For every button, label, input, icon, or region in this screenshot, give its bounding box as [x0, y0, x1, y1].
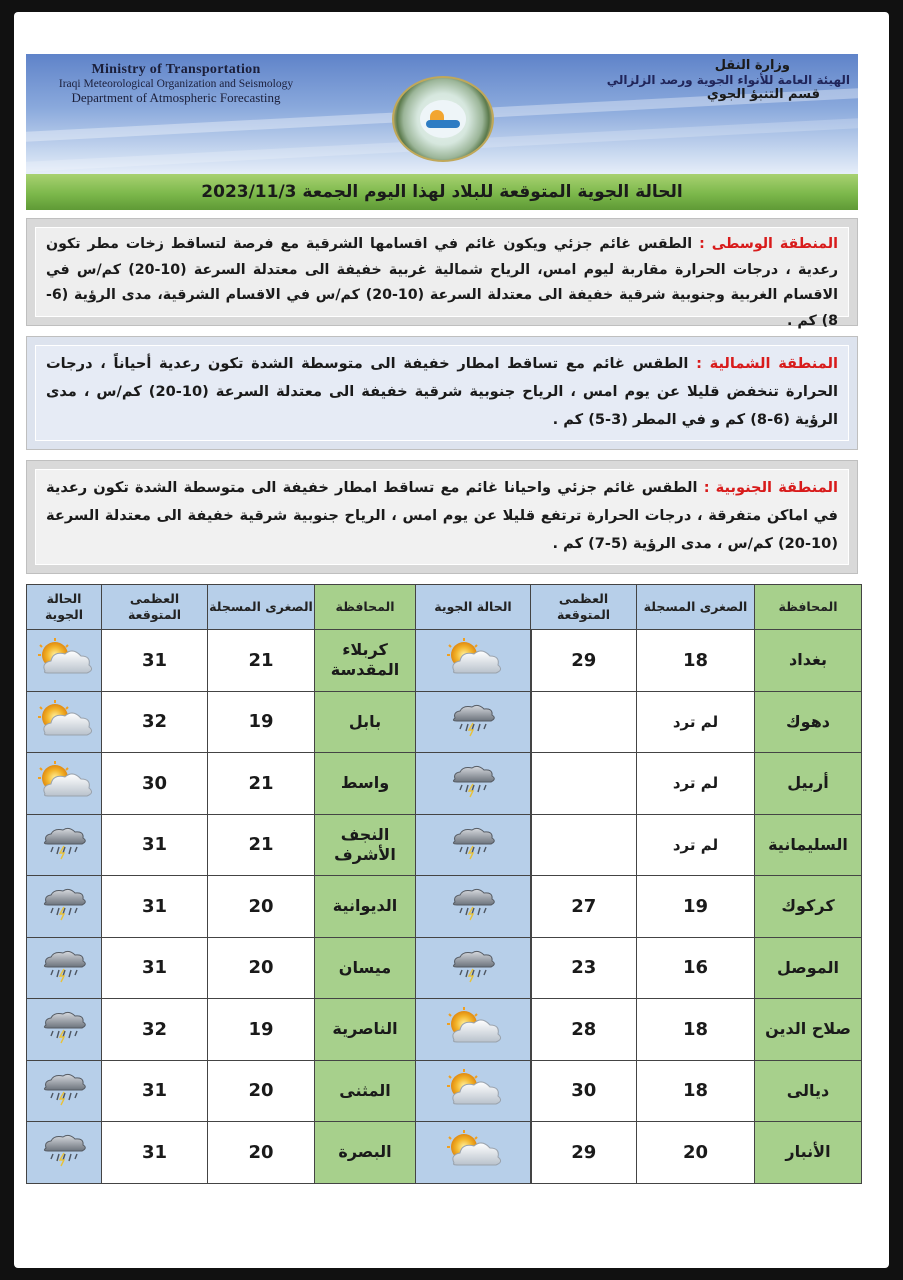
rain-cloud-icon: [38, 969, 90, 988]
rain-cloud-icon: [447, 846, 499, 865]
rain-cloud-icon: [447, 723, 499, 742]
min-temp-cell: 16: [637, 937, 755, 999]
min-temp-cell: 18: [637, 1060, 755, 1122]
english-header: [26, 62, 326, 106]
organization-logo: [392, 76, 494, 162]
max-temp-cell: 27: [531, 876, 637, 938]
region-north: [26, 336, 858, 450]
ministry-name-ar: وزارة النقل: [714, 58, 790, 73]
min-temp-cell: 19: [208, 999, 315, 1061]
condition-cell: [416, 1122, 531, 1184]
department-name-ar: قسم التنبؤ الجوي: [706, 87, 820, 102]
rain-cloud-icon: [38, 846, 90, 865]
min-temp-cell: 18: [637, 999, 755, 1061]
min-temp-cell: 20: [637, 1122, 755, 1184]
condition-cell: [416, 753, 531, 815]
min-temp-cell: 20: [208, 1060, 315, 1122]
governorate-cell: كركوك: [755, 876, 862, 938]
region-forecast: الطقس غائم جزئي واحيانا غائم مع تساقط امطار خفيفة الى متوسطة الشدة تكون رعدية في اماكن متفرقة ، درجات الحرارة ترتفع قليلا عن يوم امس ، الرياح جنوبية شرقية خفيفة الى معتدلة السرعة (10-20) كم/س ، مدى الرؤية (5-7) كم .: [46, 479, 838, 552]
min-temp-cell: 20: [208, 1122, 315, 1184]
table-row: [27, 876, 862, 938]
max-temp-cell: 31: [102, 630, 208, 692]
governorate-cell: الموصل: [755, 937, 862, 999]
table-row: [27, 630, 862, 692]
region-text-box: [35, 227, 849, 329]
arabic-header: [530, 58, 850, 102]
region-forecast: الطقس غائم جزئي ويكون غائم في اقسامها الشرقية مع فرصة لتساقط زخات مطر تكون رعدية ، درجات الحرارة مقاربة ليوم امس، الرياح شمالية غربية خفيفة الى معتدلة السرعة (10-20) كم/س في الاقسام الغربية وجنوبية شرقية خفيفة الى معتدلة السرعة (10-20) كم/س في الاقسام الشرقية، مدى الرؤية (6-8) كم .: [46, 236, 838, 329]
max-temp-cell: 30: [531, 1060, 637, 1122]
governorate-cell: صلاح الدين: [755, 999, 862, 1061]
condition-cell: [416, 937, 531, 999]
partly-cloudy-icon: [31, 787, 97, 806]
rain-cloud-icon: [38, 1092, 90, 1111]
governorate-cell: ميسان: [315, 937, 416, 999]
max-temp-cell: 31: [102, 876, 208, 938]
min-temp-cell: 21: [208, 630, 315, 692]
region-name: المنطقة الجنوبية :: [703, 479, 838, 496]
header-min-temp: الصغرى المسجلة: [637, 585, 755, 630]
logo-emblem: [420, 100, 466, 138]
min-temp-cell: 18: [637, 630, 755, 692]
condition-cell: [416, 1060, 531, 1122]
logo-sun: [430, 110, 444, 120]
max-temp-cell: 30: [102, 753, 208, 815]
governorate-cell: كربلاء المقدسة: [315, 630, 416, 692]
condition-cell: [27, 1060, 102, 1122]
region-text-box: [35, 469, 849, 565]
region-name: المنطقة الشمالية :: [696, 355, 838, 372]
region-south: [26, 460, 858, 574]
ministry-name-en: Ministry of Transportation: [91, 62, 261, 77]
condition-cell: [416, 691, 531, 753]
max-temp-cell: [531, 691, 637, 753]
min-temp-cell: 19: [208, 691, 315, 753]
max-temp-cell: 23: [531, 937, 637, 999]
governorate-cell: السليمانية: [755, 814, 862, 876]
condition-cell: [416, 630, 531, 692]
condition-cell: [27, 999, 102, 1061]
governorate-cell: الأنبار: [755, 1122, 862, 1184]
governorate-cell: الديوانية: [315, 876, 416, 938]
governorate-cell: دهوك: [755, 691, 862, 753]
header-max-temp: العظمى المتوقعة: [102, 585, 208, 630]
condition-cell: [27, 876, 102, 938]
logo-sea: [426, 120, 460, 128]
rain-cloud-icon: [447, 907, 499, 926]
min-temp-cell: لم ترد: [637, 814, 755, 876]
header-governorate: المحافظة: [315, 585, 416, 630]
watermark: IQ NEWS: [805, 1247, 883, 1266]
max-temp-cell: 31: [102, 1122, 208, 1184]
header-min-temp: الصغرى المسجلة: [208, 585, 315, 630]
max-temp-cell: 32: [102, 691, 208, 753]
max-temp-cell: 31: [102, 1060, 208, 1122]
region-forecast: الطقس غائم مع تساقط امطار خفيفة الى متوسطة الشدة تكون رعدية أحياناً ، درجات الحرارة تنخفض قليلا عن يوم امس ، الرياح جنوبية شرقية خفيفة الى معتدلة السرعة (10-20) كم/س ، مدى الرؤية (6-8) كم و في المطر (3-5) كم .: [46, 355, 838, 428]
max-temp-cell: 28: [531, 999, 637, 1061]
min-temp-cell: 21: [208, 814, 315, 876]
header-condition: الحالة الجوية: [416, 585, 531, 630]
governorate-cell: ديالى: [755, 1060, 862, 1122]
rain-cloud-icon: [38, 907, 90, 926]
bulletin-title: الحالة الجوية المتوقعة للبلاد لهذا اليوم الجمعة 2023/11/3: [26, 174, 858, 210]
governorate-cell: الناصرية: [315, 999, 416, 1061]
table-row: [27, 814, 862, 876]
max-temp-cell: 31: [102, 814, 208, 876]
bulletin-header: [26, 54, 858, 174]
max-temp-cell: 29: [531, 1122, 637, 1184]
region-name: المنطقة الوسطى :: [699, 236, 838, 252]
table-row: [27, 999, 862, 1061]
department-name-en: Department of Atmospheric Forecasting: [71, 90, 281, 105]
governorate-cell: البصرة: [315, 1122, 416, 1184]
partly-cloudy-icon: [440, 664, 506, 683]
condition-cell: [27, 814, 102, 876]
governorate-cell: النجف الأشرف: [315, 814, 416, 876]
header-max-temp: العظمى المتوقعة: [531, 585, 637, 630]
max-temp-cell: [531, 814, 637, 876]
table-header-row: [27, 585, 862, 630]
table-row: [27, 753, 862, 815]
table-row: [27, 1060, 862, 1122]
condition-cell: [27, 753, 102, 815]
condition-cell: [416, 814, 531, 876]
governorate-cell: بابل: [315, 691, 416, 753]
governorate-cell: أربيل: [755, 753, 862, 815]
min-temp-cell: 20: [208, 876, 315, 938]
rain-cloud-icon: [38, 1030, 90, 1049]
partly-cloudy-icon: [440, 1033, 506, 1052]
max-temp-cell: 29: [531, 630, 637, 692]
governorate-cell: واسط: [315, 753, 416, 815]
partly-cloudy-icon: [31, 664, 97, 683]
min-temp-cell: 21: [208, 753, 315, 815]
max-temp-cell: 31: [102, 937, 208, 999]
min-temp-cell: لم ترد: [637, 753, 755, 815]
condition-cell: [27, 937, 102, 999]
partly-cloudy-icon: [440, 1095, 506, 1114]
max-temp-cell: 32: [102, 999, 208, 1061]
min-temp-cell: 20: [208, 937, 315, 999]
region-text-box: [35, 345, 849, 441]
governorate-cell: المثنى: [315, 1060, 416, 1122]
region-central: [26, 218, 858, 329]
condition-cell: [416, 999, 531, 1061]
rain-cloud-icon: [447, 784, 499, 803]
condition-cell: [27, 630, 102, 692]
organization-name-en: Iraqi Meteorological Organization and Seismology: [58, 78, 294, 90]
min-temp-cell: 19: [637, 876, 755, 938]
table-row: [27, 691, 862, 753]
header-condition: الحالة الجوية: [27, 585, 102, 630]
partly-cloudy-icon: [440, 1156, 506, 1175]
condition-cell: [27, 691, 102, 753]
table-row: [27, 937, 862, 999]
forecast-table: [26, 584, 862, 1184]
governorate-cell: بغداد: [755, 630, 862, 692]
header-governorate: المحافظة: [755, 585, 862, 630]
min-temp-cell: لم ترد: [637, 691, 755, 753]
table-row: [27, 1122, 862, 1184]
condition-cell: [27, 1122, 102, 1184]
max-temp-cell: [531, 753, 637, 815]
rain-cloud-icon: [38, 1153, 90, 1172]
organization-name-ar: الهيئة العامة للأنواء الجوية ورصد الزلزالي: [606, 73, 850, 87]
rain-cloud-icon: [447, 969, 499, 988]
condition-cell: [416, 876, 531, 938]
partly-cloudy-icon: [31, 726, 97, 745]
